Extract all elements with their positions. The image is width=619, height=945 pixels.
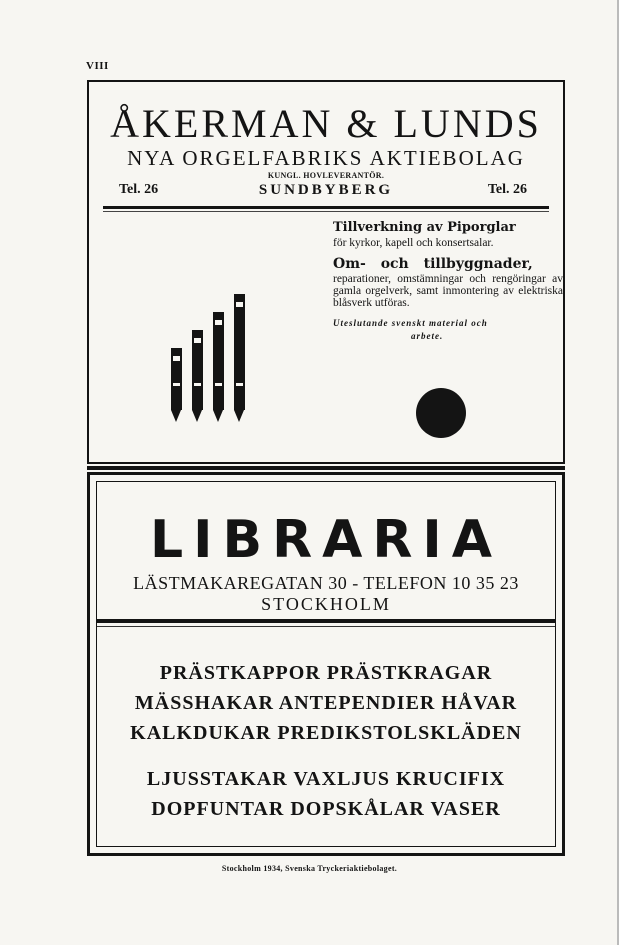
divider-thin (97, 626, 555, 627)
orgel-company: NYA ORGELFABRIKS AKTIEBOLAG (127, 146, 525, 170)
organ-pipe-icon (213, 312, 224, 410)
libraria-inner-frame (96, 481, 556, 847)
libraria-product-list (97, 658, 555, 824)
libraria-advertisement (87, 472, 565, 856)
list-item: DOPFUNTAR DOPSKÅLAR VASER (151, 798, 501, 820)
divider-thin (103, 211, 549, 212)
list-item: KALKDUKAR PREDIKSTOLSKLÄDEN (130, 722, 522, 744)
libraria-address: LÄSTMAKAREGATAN 30 - TELEFON 10 35 23 (133, 573, 519, 593)
organ-pipe-icon (171, 348, 182, 410)
list-item: MÄSSHAKAR ANTEPENDIER HÅVAR (134, 692, 518, 714)
printer-footer: Stockholm 1934, Svenska Tryckeriaktiebolaget. (221, 864, 398, 873)
divider (103, 206, 549, 209)
organ-pipe-icon (234, 294, 245, 410)
list-item: LJUSSTAKAR VAXLJUS KRUCIFIX (146, 768, 506, 790)
orgel-warrant: KUNGL. HOVLEVERANTÖR. (267, 171, 385, 180)
libraria-city: STOCKHOLM (261, 594, 391, 614)
orgel-contact-row (89, 182, 563, 200)
note-material: Uteslutande svenskt material och (333, 318, 488, 328)
organ-pipe-icon (192, 330, 203, 410)
libraria-brand: LIBRARIA (149, 510, 503, 570)
list-item: PRÄSTKAPPOR PRÄSTKRAGAR (159, 662, 493, 684)
heading-tillbyggnader: Om- och tillbyggnader, (333, 256, 533, 272)
organ-pipes-illustration (171, 272, 251, 422)
tel-right: Tel. 26 (487, 182, 527, 197)
orgelfabrik-advertisement (87, 80, 565, 464)
page-number: VIII (86, 60, 109, 72)
orgel-brand: ÅKERMAN & LUNDS (110, 101, 542, 146)
orgel-city: SUNDBYBERG (258, 182, 394, 198)
note-arbete: arbete. (411, 331, 444, 341)
line-kyrkor: för kyrkor, kapell och konsertsalar. (333, 237, 494, 249)
heading-piporglar: Tillverkning av Piporglar (333, 220, 516, 235)
black-dot-ornament (416, 388, 466, 438)
tel-left: Tel. 26 (119, 182, 159, 197)
orgel-description (333, 220, 563, 343)
divider (97, 619, 555, 623)
paragraph-reparationer: reparationer, omstämningar och rengöringar av gamla orgelverk, samt inmontering av elektriska blåsverk utföras. (333, 273, 563, 309)
separator-bar (87, 466, 565, 470)
